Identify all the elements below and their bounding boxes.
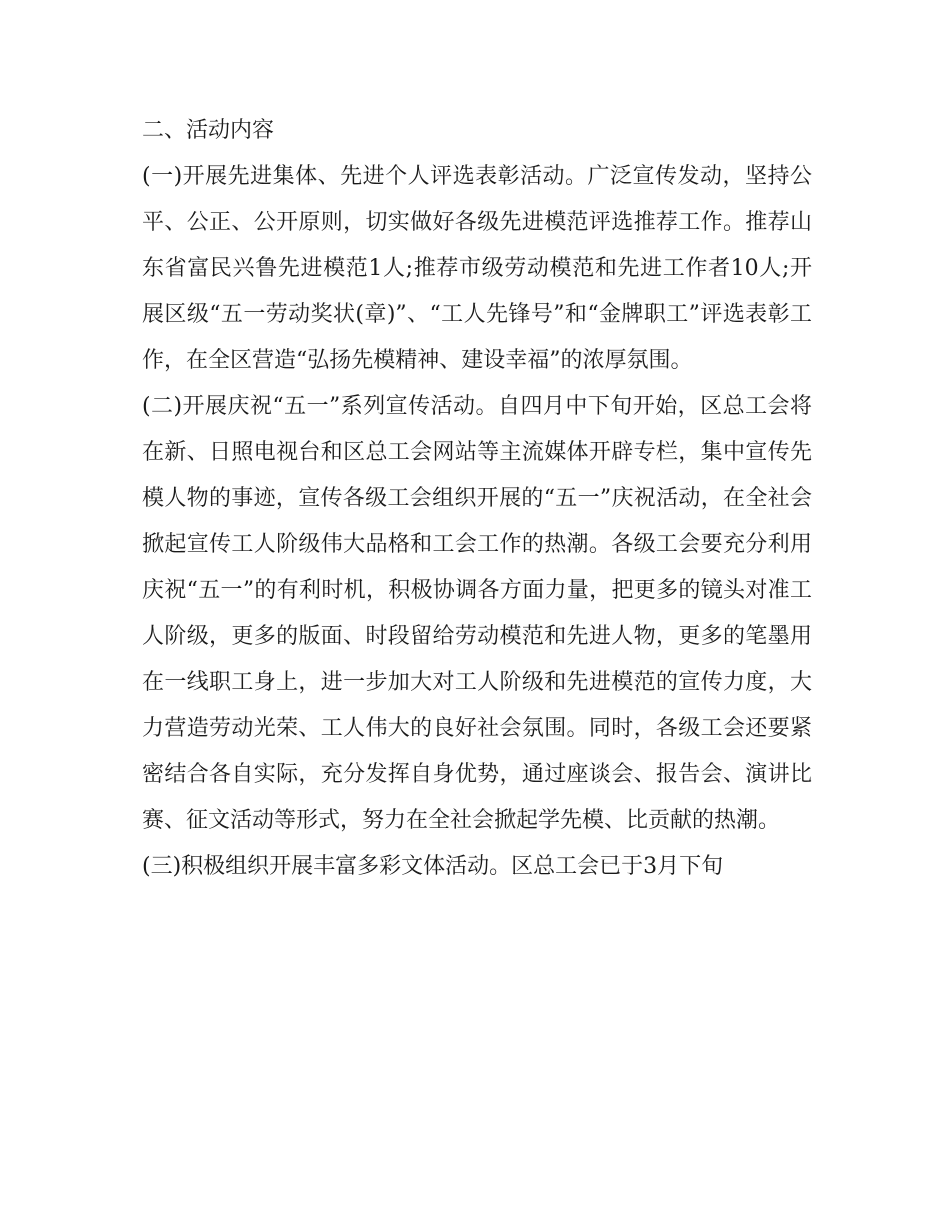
section-heading: 二、活动内容 [142, 118, 275, 143]
paragraph-3: (三)积极组织开展丰富多彩文体活动。区总工会已于3月下旬 [142, 854, 724, 879]
paragraph-1: (一)开展先进集体、先进个人评选表彰活动。广泛宣传发动，坚持公平、公正、公开原则，切实做好各级先进模范评选推荐工作。推荐山东省富民兴鲁先进模范1人;推荐市级劳动模范和先进工作者10人;开展区级“五一劳动奖状(章)”、“工人先锋号”和“金牌职工”评选表彰工作，在全区营造“弘扬先模精神、建设幸福”的浓厚氛围。 [142, 164, 812, 373]
document-page [142, 108, 812, 890]
paragraph-2: (二)开展庆祝“五一”系列宣传活动。自四月中下旬开始，区总工会将在新、日照电视台和区总工会网站等主流媒体开辟专栏，集中宣传先模人物的事迹，宣传各级工会组织开展的“五一”庆祝活动，在全社会掀起宣传工人阶级伟大品格和工会工作的热潮。各级工会要充分利用庆祝“五一”的有利时机，积极协调各方面力量，把更多的镜头对准工人阶级，更多的版面、时段留给劳动模范和先进人物，更多的笔墨用在一线职工身上，进一步加大对工人阶级和先进模范的宣传力度，大力营造劳动光荣、工人伟大的良好社会氛围。同时，各级工会还要紧密结合各自实际，充分发挥自身优势，通过座谈会、报告会、演讲比赛、征文活动等形式，努力在全社会掀起学先模、比贡献的热潮。 [142, 394, 812, 833]
